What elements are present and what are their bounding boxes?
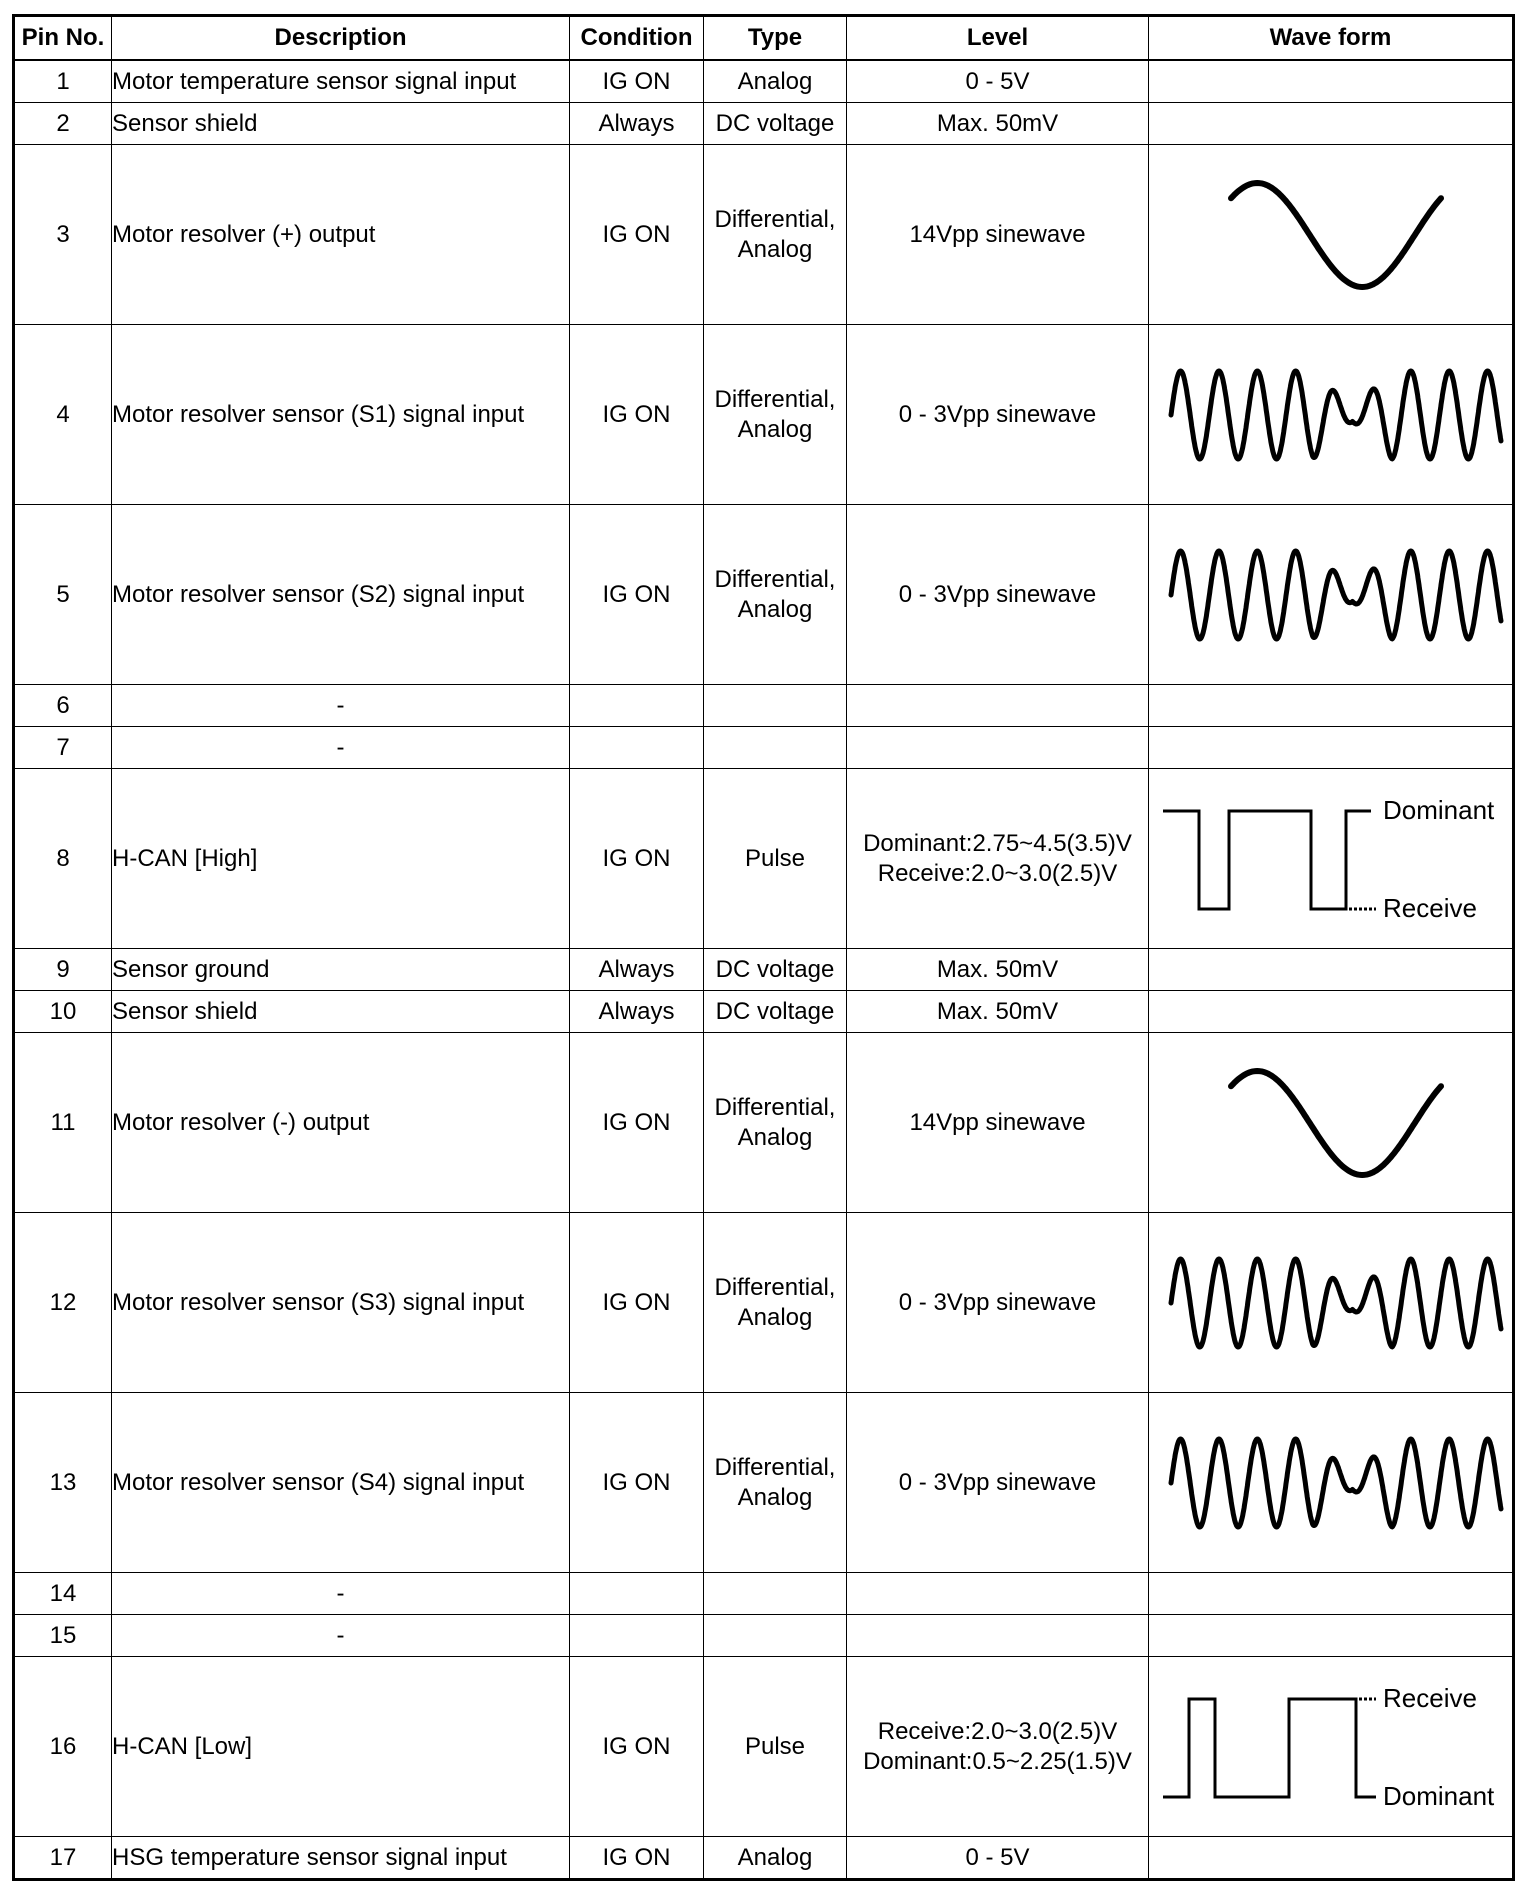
resolver-wave-trace <box>1171 371 1501 459</box>
description-cell: Motor resolver sensor (S1) signal input <box>112 325 570 505</box>
type-cell <box>704 727 847 769</box>
header-waveform: Wave form <box>1149 16 1514 61</box>
type-cell <box>704 685 847 727</box>
wave-label-top: Dominant <box>1382 794 1494 825</box>
waveform-cell <box>1149 991 1514 1033</box>
condition-cell: IG ON <box>570 1837 704 1880</box>
table-row <box>14 60 1514 103</box>
level-cell <box>847 1213 1149 1393</box>
pin-number-cell: 8 <box>14 769 112 949</box>
table-row <box>14 145 1514 325</box>
pin-number-cell: 13 <box>14 1393 112 1573</box>
waveform-cell <box>1149 949 1514 991</box>
condition-cell: IG ON <box>570 505 704 685</box>
table-row <box>14 727 1514 769</box>
type-cell <box>704 1573 847 1615</box>
description-cell: HSG temperature sensor signal input <box>112 1837 570 1880</box>
type-cell <box>704 325 847 505</box>
can-high-waveform-graphic <box>1151 771 1511 947</box>
condition-cell: IG ON <box>570 1033 704 1213</box>
condition-cell: IG ON <box>570 769 704 949</box>
level-cell-line: 0 - 3Vpp sinewave <box>898 400 1097 428</box>
resolver-waveform-graphic <box>1151 1215 1511 1391</box>
type-cell-line: Differential, <box>714 1273 836 1301</box>
level-cell <box>847 325 1149 505</box>
type-cell <box>704 1837 847 1880</box>
waveform-cell <box>1149 1393 1514 1573</box>
waveform-cell <box>1149 145 1514 325</box>
level-cell <box>847 505 1149 685</box>
type-cell-line: Analog <box>737 67 813 95</box>
pin-number-cell: 5 <box>14 505 112 685</box>
header-row <box>14 16 1514 61</box>
pin-number-cell: 14 <box>14 1573 112 1615</box>
level-cell <box>847 1837 1149 1880</box>
waveform-cell <box>1149 1033 1514 1213</box>
level-cell-line: 0 - 5V <box>965 1843 1030 1871</box>
pin-number-cell: 7 <box>14 727 112 769</box>
type-cell-line: DC voltage <box>715 955 835 983</box>
type-cell-line: DC voltage <box>715 997 835 1025</box>
description-cell: - <box>112 1615 570 1657</box>
description-cell: Motor resolver sensor (S4) signal input <box>112 1393 570 1573</box>
table-row <box>14 103 1514 145</box>
pin-number-cell: 6 <box>14 685 112 727</box>
header-pin: Pin No. <box>14 16 112 61</box>
level-cell-line: 14Vpp sinewave <box>909 220 1086 248</box>
wave-label-bottom: Dominant <box>1382 1780 1494 1811</box>
level-cell <box>847 1573 1149 1615</box>
pulse-wave-trace <box>1163 1699 1376 1797</box>
header-level: Level <box>847 16 1149 61</box>
condition-cell <box>570 727 704 769</box>
header-type: Type <box>704 16 847 61</box>
level-cell-line: 0 - 3Vpp sinewave <box>898 1468 1097 1496</box>
waveform-cell <box>1149 685 1514 727</box>
sine-waveform-graphic <box>1151 147 1511 323</box>
description-cell: H-CAN [Low] <box>112 1657 570 1837</box>
condition-cell: Always <box>570 991 704 1033</box>
wave-label-bottom: Receive <box>1382 892 1477 923</box>
type-cell-line: Pulse <box>744 844 806 872</box>
type-cell <box>704 1393 847 1573</box>
waveform-cell <box>1149 769 1514 949</box>
level-cell-line: Dominant:2.75~4.5(3.5)V <box>863 829 1132 857</box>
type-cell <box>704 145 847 325</box>
level-cell-line: Max. 50mV <box>936 109 1059 137</box>
resolver-wave-trace <box>1171 1259 1501 1347</box>
level-cell <box>847 145 1149 325</box>
waveform-cell <box>1149 1615 1514 1657</box>
level-cell-line: 0 - 3Vpp sinewave <box>898 1288 1097 1316</box>
level-cell-line: Receive:2.0~3.0(2.5)V <box>877 1717 1118 1745</box>
condition-cell: IG ON <box>570 145 704 325</box>
sine-wave-trace <box>1231 1071 1441 1175</box>
type-cell-line: Analog <box>737 1843 813 1871</box>
header-condition: Condition <box>570 16 704 61</box>
waveform-cell <box>1149 103 1514 145</box>
wave-label-top: Receive <box>1382 1682 1477 1713</box>
table-row <box>14 505 1514 685</box>
type-cell <box>704 1213 847 1393</box>
type-cell <box>704 1033 847 1213</box>
condition-cell: IG ON <box>570 325 704 505</box>
table-row <box>14 1573 1514 1615</box>
type-cell <box>704 103 847 145</box>
type-cell <box>704 991 847 1033</box>
pin-number-cell: 1 <box>14 60 112 103</box>
table-row <box>14 1393 1514 1573</box>
description-cell: Sensor shield <box>112 991 570 1033</box>
condition-cell <box>570 1573 704 1615</box>
level-cell <box>847 60 1149 103</box>
waveform-cell <box>1149 1213 1514 1393</box>
table-row <box>14 1213 1514 1393</box>
table-row <box>14 325 1514 505</box>
resolver-wave-trace <box>1171 1439 1501 1527</box>
description-cell: Motor resolver sensor (S3) signal input <box>112 1213 570 1393</box>
level-cell-line: 0 - 5V <box>965 67 1030 95</box>
level-cell <box>847 949 1149 991</box>
type-cell-line: Differential, <box>714 1093 836 1121</box>
condition-cell <box>570 1615 704 1657</box>
type-cell <box>704 949 847 991</box>
description-cell: - <box>112 727 570 769</box>
level-cell-line: Receive:2.0~3.0(2.5)V <box>877 859 1118 887</box>
table-row <box>14 991 1514 1033</box>
sine-waveform-graphic <box>1151 1035 1511 1211</box>
type-cell-line: Analog <box>737 1123 813 1151</box>
resolver-wave-trace <box>1171 551 1501 639</box>
type-cell <box>704 1615 847 1657</box>
table-row <box>14 769 1514 949</box>
waveform-cell <box>1149 505 1514 685</box>
type-cell-line: Differential, <box>714 565 836 593</box>
type-cell-line: Analog <box>737 235 813 263</box>
description-cell: Motor resolver (+) output <box>112 145 570 325</box>
condition-cell <box>570 685 704 727</box>
sine-wave-trace <box>1231 183 1441 287</box>
level-cell-line: 0 - 3Vpp sinewave <box>898 580 1097 608</box>
table-row <box>14 1033 1514 1213</box>
condition-cell: IG ON <box>570 60 704 103</box>
level-cell <box>847 103 1149 145</box>
pin-number-cell: 17 <box>14 1837 112 1880</box>
type-cell <box>704 769 847 949</box>
level-cell <box>847 1393 1149 1573</box>
table-row <box>14 1837 1514 1880</box>
type-cell <box>704 1657 847 1837</box>
pin-number-cell: 3 <box>14 145 112 325</box>
table-row <box>14 1615 1514 1657</box>
header-description: Description <box>112 16 570 61</box>
table-row <box>14 1657 1514 1837</box>
level-cell <box>847 991 1149 1033</box>
type-cell-line: Pulse <box>744 1732 806 1760</box>
level-cell <box>847 769 1149 949</box>
level-cell-line: 14Vpp sinewave <box>909 1108 1086 1136</box>
type-cell-line: Analog <box>737 595 813 623</box>
pin-number-cell: 10 <box>14 991 112 1033</box>
resolver-waveform-graphic <box>1151 1395 1511 1571</box>
condition-cell: IG ON <box>570 1657 704 1837</box>
description-cell: - <box>112 685 570 727</box>
condition-cell: IG ON <box>570 1393 704 1573</box>
pin-number-cell: 2 <box>14 103 112 145</box>
type-cell-line: DC voltage <box>715 109 835 137</box>
pin-number-cell: 15 <box>14 1615 112 1657</box>
level-cell-line: Max. 50mV <box>936 997 1059 1025</box>
waveform-cell <box>1149 60 1514 103</box>
description-cell: Motor resolver sensor (S2) signal input <box>112 505 570 685</box>
type-cell <box>704 505 847 685</box>
description-cell: Sensor shield <box>112 103 570 145</box>
condition-cell: IG ON <box>570 1213 704 1393</box>
description-cell: Motor resolver (-) output <box>112 1033 570 1213</box>
level-cell-line: Max. 50mV <box>936 955 1059 983</box>
pin-number-cell: 11 <box>14 1033 112 1213</box>
table-row <box>14 685 1514 727</box>
level-cell <box>847 685 1149 727</box>
type-cell-line: Differential, <box>714 205 836 233</box>
type-cell <box>704 60 847 103</box>
pin-number-cell: 4 <box>14 325 112 505</box>
pin-number-cell: 9 <box>14 949 112 991</box>
pin-number-cell: 16 <box>14 1657 112 1837</box>
condition-cell: Always <box>570 949 704 991</box>
pin-table <box>12 14 1515 1881</box>
description-cell: Motor temperature sensor signal input <box>112 60 570 103</box>
resolver-waveform-graphic <box>1151 507 1511 683</box>
waveform-cell <box>1149 1837 1514 1880</box>
type-cell-line: Analog <box>737 415 813 443</box>
level-cell <box>847 1615 1149 1657</box>
type-cell-line: Analog <box>737 1483 813 1511</box>
resolver-waveform-graphic <box>1151 327 1511 503</box>
type-cell-line: Analog <box>737 1303 813 1331</box>
level-cell <box>847 727 1149 769</box>
description-cell: Sensor ground <box>112 949 570 991</box>
pulse-wave-trace <box>1163 811 1371 909</box>
waveform-cell <box>1149 727 1514 769</box>
condition-cell: Always <box>570 103 704 145</box>
description-cell: H-CAN [High] <box>112 769 570 949</box>
type-cell-line: Differential, <box>714 385 836 413</box>
level-cell <box>847 1657 1149 1837</box>
can-low-waveform-graphic <box>1151 1659 1511 1835</box>
description-cell: - <box>112 1573 570 1615</box>
table-row <box>14 949 1514 991</box>
level-cell <box>847 1033 1149 1213</box>
waveform-cell <box>1149 1573 1514 1615</box>
level-cell-line: Dominant:0.5~2.25(1.5)V <box>863 1747 1132 1775</box>
waveform-cell <box>1149 1657 1514 1837</box>
pin-number-cell: 12 <box>14 1213 112 1393</box>
waveform-cell <box>1149 325 1514 505</box>
table-body <box>14 60 1514 1880</box>
type-cell-line: Differential, <box>714 1453 836 1481</box>
